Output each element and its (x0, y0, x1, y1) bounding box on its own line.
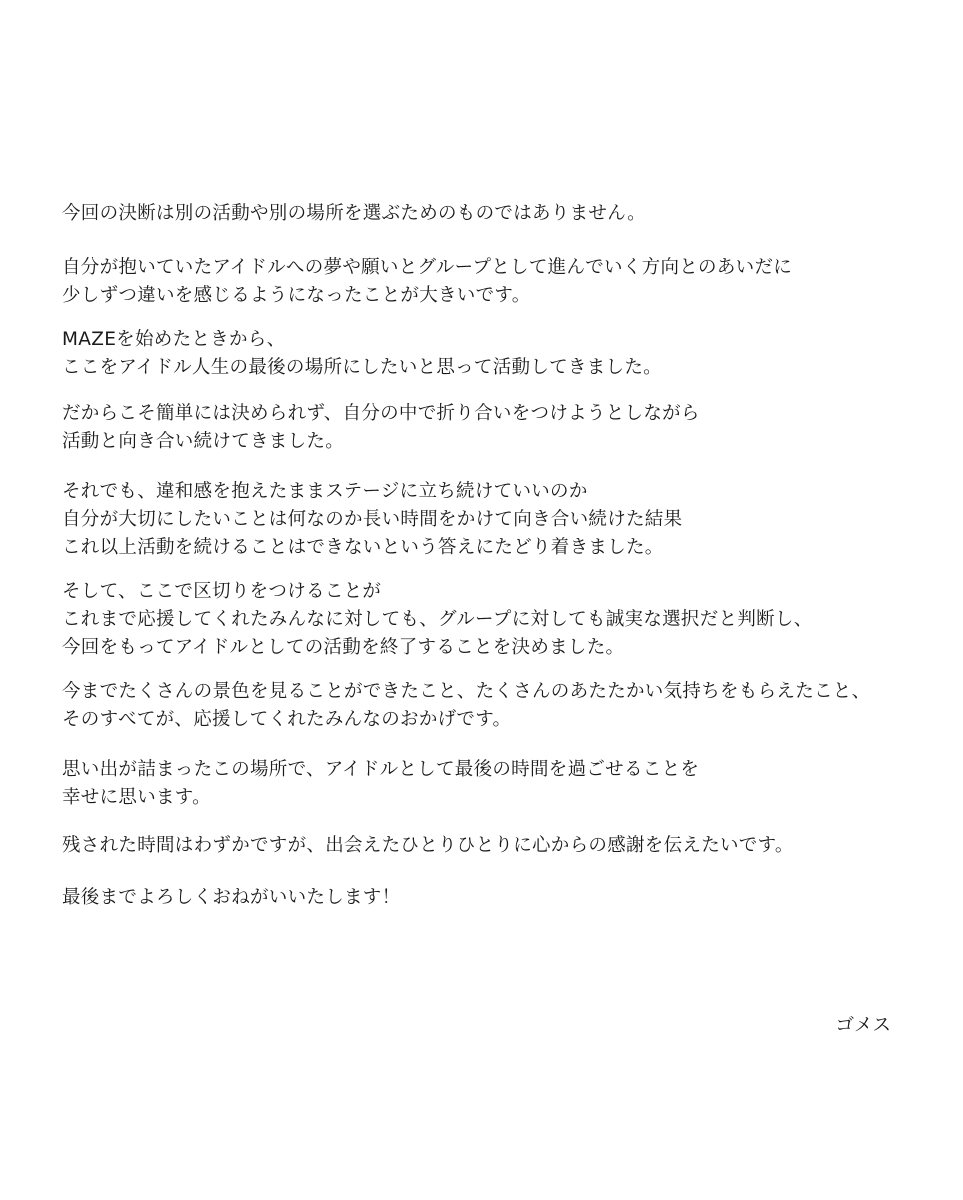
paragraph-5 (62, 478, 912, 562)
paragraph-8 (62, 756, 912, 812)
text-line: 今までたくさんの景色を見ることができたこと、たくさんのあたたかい気持ちをもらえたこと、 (62, 681, 871, 702)
paragraph-3 (62, 326, 912, 382)
text-line: これまで応援してくれたみんなに対しても、グループに対しても誠実な選択だと判断し、 (62, 609, 813, 630)
paragraph-10 (62, 884, 912, 912)
text-line: 自分が大切にしたいことは何なのか長い時間をかけて向き合い続けた結果 (62, 509, 683, 530)
text-line: ここをアイドル人生の最後の場所にしたいと思って活動してきました。 (62, 357, 662, 378)
text-line: 少しずつ違いを感じるようになったことが大きいです。 (62, 285, 531, 306)
text-line: 思い出が詰まったこの場所で、アイドルとして最後の時間を過ごせることを (62, 759, 700, 780)
text-line: だからこそ簡単には決められず、自分の中で折り合いをつけようとしながら (62, 403, 700, 424)
text-line: MAZEを始めたときから、 (62, 329, 286, 350)
text-line: 幸せに思います。 (62, 787, 211, 808)
paragraph-1 (62, 200, 912, 228)
text-line: 自分が抱いていたアイドルへの夢や願いとグループとして進んでいく方向とのあいだに (62, 257, 793, 278)
text-line: それでも、違和感を抱えたままステージに立ち続けていいのか (62, 481, 588, 502)
paragraph-7 (62, 678, 912, 734)
signature: ゴメス (835, 1015, 891, 1036)
text-line: そのすべてが、応援してくれたみんなのおかげです。 (62, 709, 512, 730)
paragraph-9 (62, 832, 912, 860)
text-line: 最後までよろしくおねがいいたします！ (62, 887, 401, 908)
paragraph-2 (62, 254, 912, 310)
text-line: 今回をもってアイドルとしての活動を終了することを決めました。 (62, 637, 625, 658)
text-line: 今回の決断は別の活動や別の場所を選ぶためのものではありません。 (62, 203, 646, 224)
text-line: そして、ここで区切りをつけることが (62, 581, 382, 602)
text-line: 活動と向き合い続けてきました。 (62, 431, 345, 452)
paragraph-6 (62, 578, 912, 662)
paragraph-4 (62, 400, 912, 456)
text-line: 残された時間はわずかですが、出会えたひとりひとりに心からの感謝を伝えたいです。 (62, 835, 794, 856)
text-line: これ以上活動を続けることはできないという答えにたどり着きました。 (62, 537, 664, 558)
